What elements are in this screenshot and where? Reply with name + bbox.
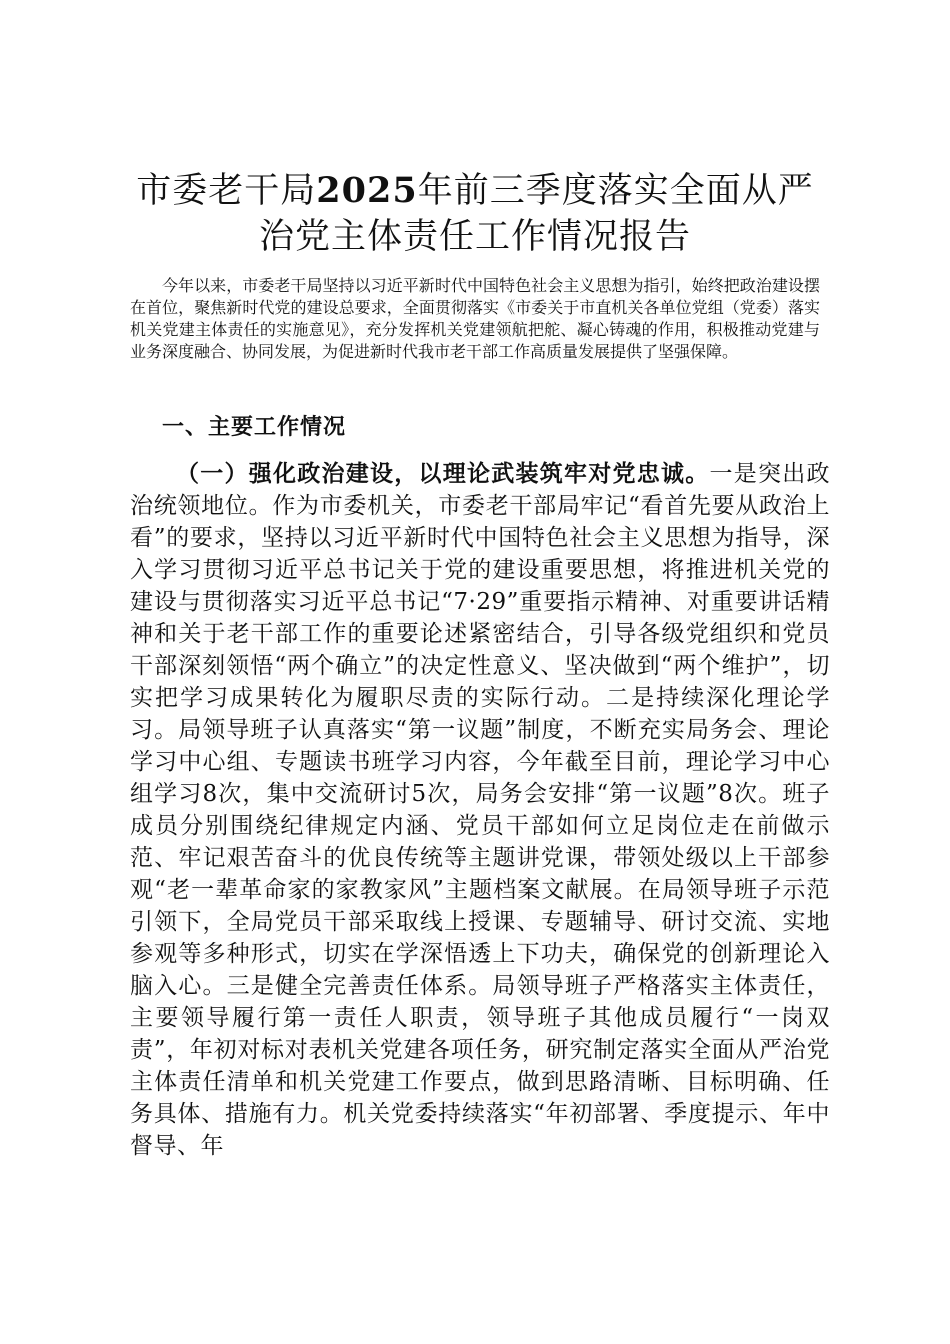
subsection-lead: （一）强化政治建设，以理论武装筑牢对党忠诚。 [176, 460, 710, 487]
title-year: 2025 [316, 170, 418, 211]
title-prefix: 市委老干局 [136, 171, 317, 211]
title-suffix: 年前三季度落实全面从严治党主体责任工作情况报告 [258, 171, 814, 257]
abstract-paragraph: 今年以来，市委老干局坚持以习近平新时代中国特色社会主义思想为指引，始终把政治建设摆在首位，聚焦新时代党的建设总要求，全面贯彻落实《市委关于市直机关各单位党组（党委）落实机关党建主体责任的实施意见》，充分发挥机关党建领航把舵、凝心铸魂的作用，积极推动党建与业务深度融合、协同发展，为促进新时代我市老干部工作高质量发展提供了坚强保障。 [130, 276, 820, 361]
subsection-body: 一是突出政治统领地位。作为市委机关，市委老干部局牢记“看首先要从政治上看”的要求，坚持以习近平新时代中国特色社会主义思想为指导，深入学习贯彻习近平总书记关于党的建设重要思想，将推进机关党的建设与贯彻落实习近平总书记“7·29”重要指示精神、对重要讲话精神和关于老干部工作的重要论述紧密结合，引导各级党组织和党员干部深刻领悟“两个确立”的决定性意义、坚决做到“两个维护”，切实把学习成果转化为履职尽责的实际行动。二是持续深化理论学习。局领导班子认真落实“第一议题”制度，不断充实局务会、理论学习中心组、专题读书班学习内容，今年截至目前，理论学习中心组学习8次，集中交流研讨5次，局务会安排“第一议题”8次。班子成员分别围绕纪律规定内涵、党员干部如何立足岗位走在前做示范、牢记艰苦奋斗的优良传统等主题讲党课，带领处级以上干部参观“老一辈革命家的家教家风”主题档案文献展。在局领导班子示范引领下，全局党员干部采取线上授课、专题辅导、研讨交流、实地参观等多种形式，切实在学深悟透上下功夫，确保党的创新理论入脑入心。三是健全完善责任体系。局领导班子严格落实主体责任，主要领导履行第一责任人职责，领导班子其他成员履行“一岗双责”，年初对标对表机关党建各项任务，研究制定落实全面从严治党主体责任清单和机关党建工作要点，做到思路清晰、目标明确、任务具体、措施有力。机关党委持续落实“年初部署、季度提示、年中督导、年 [130, 461, 830, 1159]
document-title [120, 168, 830, 260]
section-heading: 一、主要工作情况 [162, 414, 347, 440]
body-paragraph [130, 458, 830, 1162]
